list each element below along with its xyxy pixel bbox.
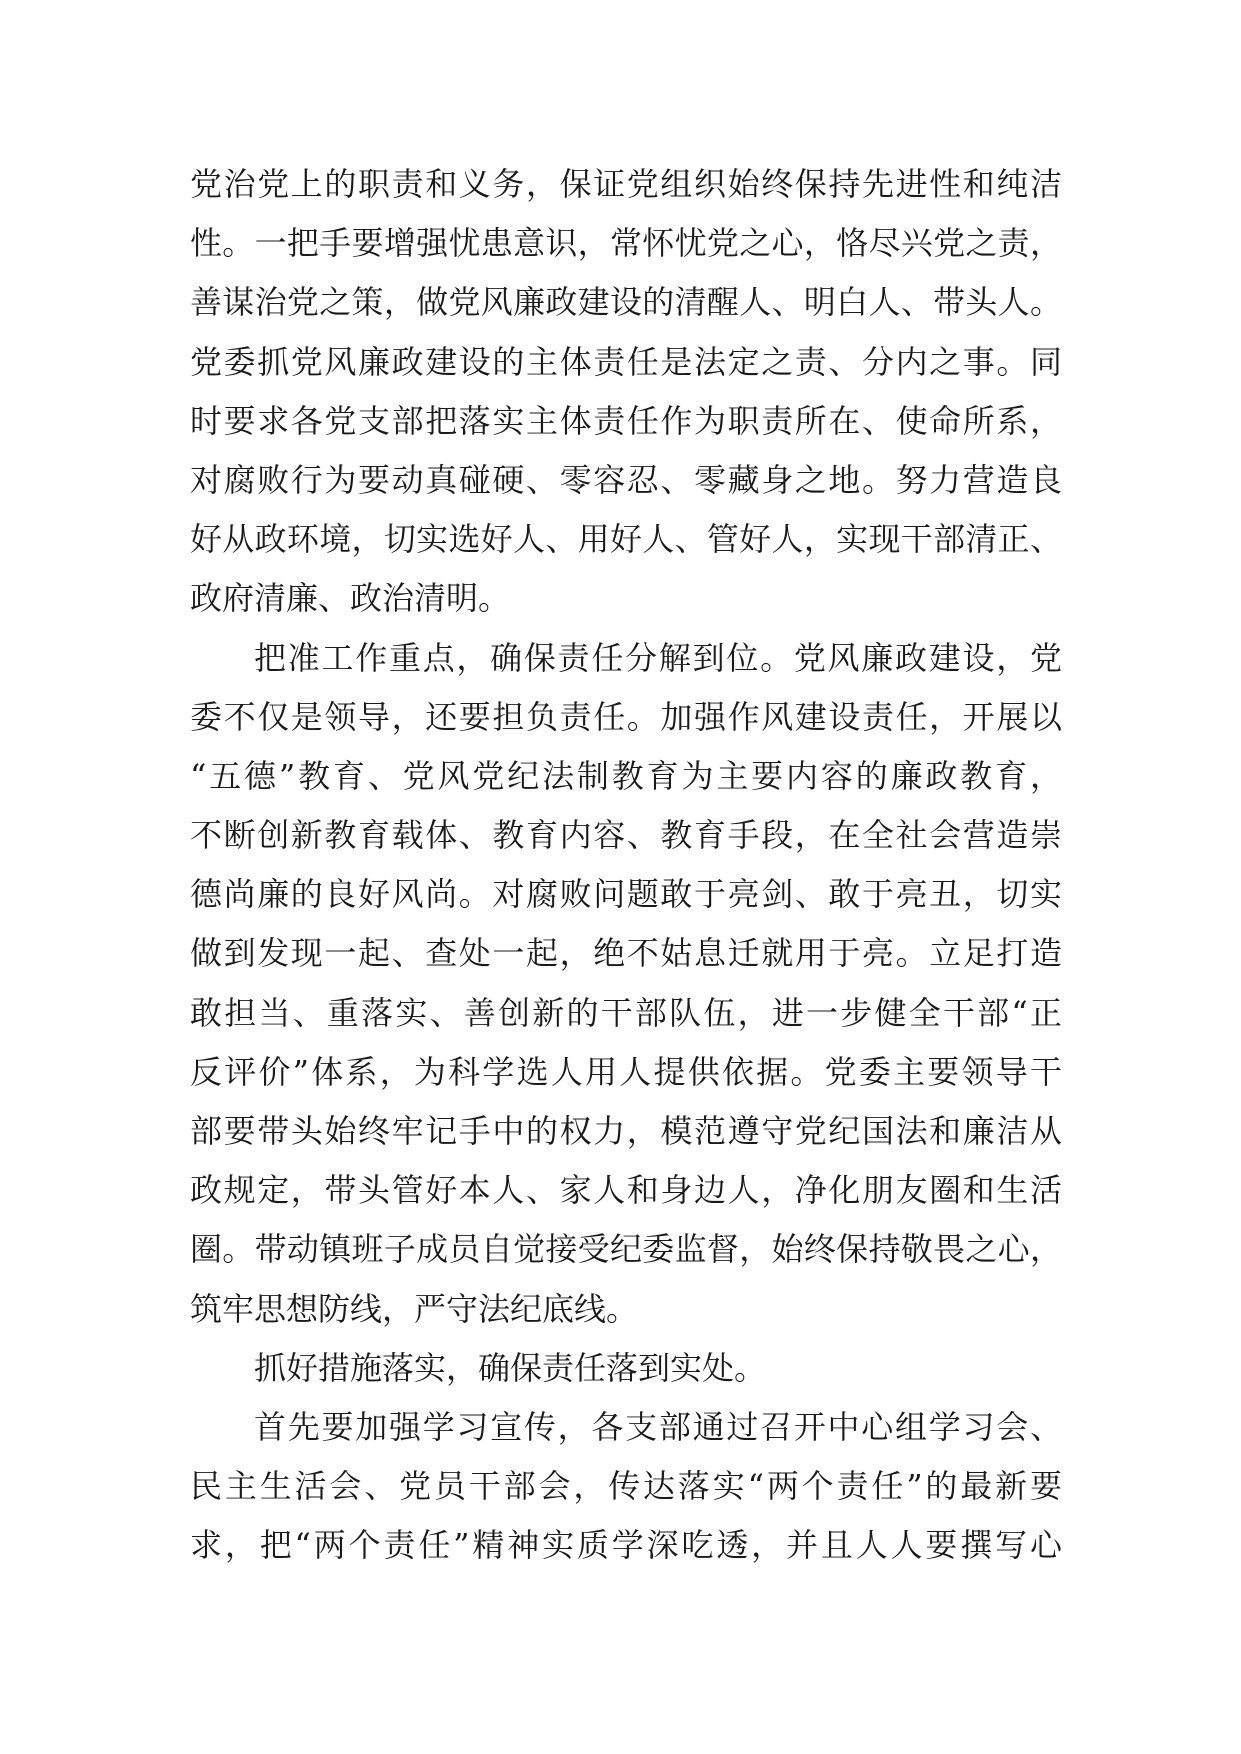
document-body [190,155,1062,1576]
text-line: 好从政环境，切实选好人、用好人、管好人，实现干部清正、 [190,520,1062,559]
text-line: 抓好措施落实，确保责任落到实处。 [254,1348,767,1387]
text-line: 民主生活会、党员干部会，传达落实“两个责任”的最新要 [190,1467,1062,1506]
text-line: 部要带头始终牢记手中的权力，模范遵守党纪国法和廉洁从 [190,1112,1062,1150]
text-line: 对腐败行为要动真碰硬、零容忍、零藏身之地。努力营造良 [190,460,1062,499]
text-line: 政规定，带头管好本人、家人和身边人，净化朋友圈和生活 [190,1171,1062,1210]
text-line: “五德”教育、党风党纪法制教育为主要内容的廉政教育， [190,756,1062,795]
text-line: 圈。带动镇班子成员自觉接受纪委监督，始终保持敬畏之心， [190,1230,1062,1269]
text-line: 时要求各党支部把落实主体责任作为职责所在、使命所系， [190,401,1062,440]
text-line: 党委抓党风廉政建设的主体责任是法定之责、分内之事。同 [190,342,1062,381]
text-line: 首先要加强学习宣传，各支部通过召开中心组学习会、 [254,1407,1062,1446]
text-line: 做到发现一起、查处一起，绝不姑息迁就用于亮。立足打造 [190,934,1062,973]
text-line: 委不仅是领导，还要担负责任。加强作风建设责任，开展以 [190,697,1062,736]
text-line: 善谋治党之策，做党风廉政建设的清醒人、明白人、带头人。 [190,283,1062,322]
text-line: 性。一把手要增强忧患意识，常怀忧党之心，恪尽兴党之责， [190,224,1062,263]
text-line: 敢担当、重落实、善创新的干部队伍，进一步健全干部“正 [190,993,1062,1032]
text-line: 把准工作重点，确保责任分解到位。党风廉政建设，党 [254,638,1062,677]
text-line: 政府清廉、政治清明。 [190,579,511,618]
text-line: 不断创新教育载体、教育内容、教育手段，在全社会营造崇 [190,816,1062,855]
text-line: 反评价”体系，为科学选人用人提供依据。党委主要领导干 [190,1052,1062,1091]
text-line: 筑牢思想防线，严守法纪底线。 [190,1289,639,1328]
text-line: 党治党上的职责和义务，保证党组织始终保持先进性和纯洁 [190,165,1062,203]
text-line: 德尚廉的良好风尚。对腐败问题敢于亮剑、敢于亮丑，切实 [190,875,1062,914]
text-line: 求，把“两个责任”精神实质学深吃透，并且人人要撰写心 [190,1526,1062,1565]
